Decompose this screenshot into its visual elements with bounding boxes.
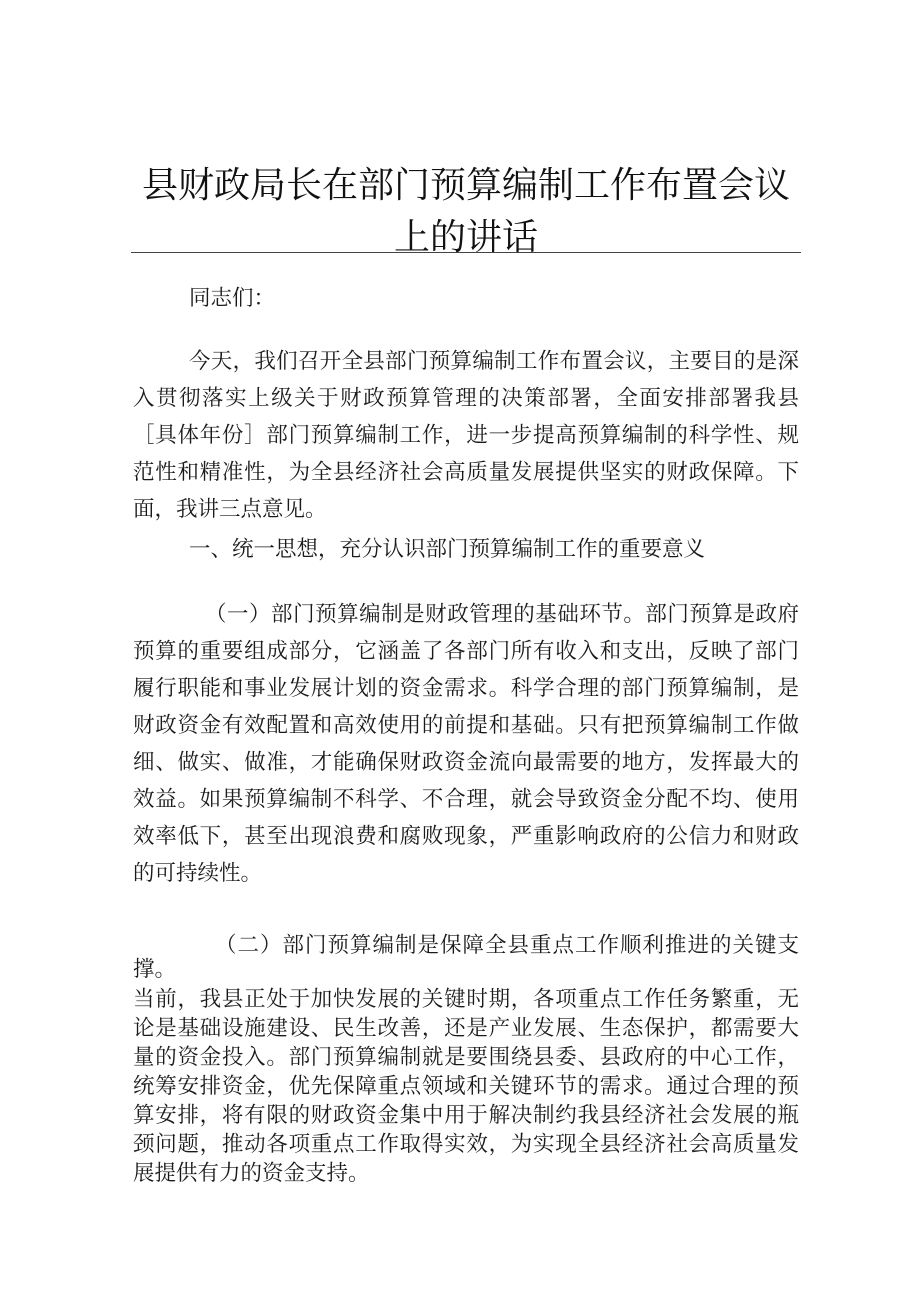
subsection-2-heading: （二）部门预算编制是保障全县重点工作顺利推进的关键支撑。	[133, 933, 799, 982]
subsection-2-paragraph: 当前，我县正处于加快发展的关键时期，各项重点工作任务繁重，无论是基础设施建设、民生改善，还是产业发展、生态保护，都需要大量的资金投入。部门预算编制就是要围绕县委、县政府的中心工作，统筹安排资金，优先保障重点领域和关键环节的需求。通过合理的预算安排，将有限的财政资金集中用于解决制约我县经济社会发展的瓶颈问题，推动各项重点工作取得实效，为实现全县经济社会高质量发展提供有力的资金支持。	[133, 987, 799, 1186]
intro-paragraph: 今天，我们召开全县部门预算编制工作布置会议，主要目的是深入贯彻落实上级关于财政预算管理的决策部署，全面安排部署我县［具体年份］部门预算编制工作，进一步提高预算编制的科学性、规范性和精准性，为全县经济社会高质量发展提供坚实的财政保障。下面，我讲三点意见。	[133, 349, 799, 522]
subsection-1-paragraph: （一）部门预算编制是财政管理的基础环节。部门预算是政府预算的重要组成部分，它涵盖了各部门所有收入和支出，反映了部门履行职能和事业发展计划的资金需求。科学合理的部门预算编制，是财政资金有效配置和高效使用的前提和基础。只有把预算编制工作做细、做实、做准，才能确保财政资金流向最需要的地方，发挥最大的效益。如果预算编制不科学、不合理，就会导致资金分配不均、使用效率低下，甚至出现浪费和腐败现象，严重影响政府的公信力和财政的可持续性。	[133, 602, 799, 886]
document-title: 县财政局长在部门预算编制工作布置会议上的讲话	[141, 165, 790, 258]
title-underline	[131, 252, 801, 253]
salutation: 同志们：	[189, 286, 276, 311]
section-heading-1: 一、统一思想，充分认识部门预算编制工作的重要意义	[189, 537, 706, 562]
